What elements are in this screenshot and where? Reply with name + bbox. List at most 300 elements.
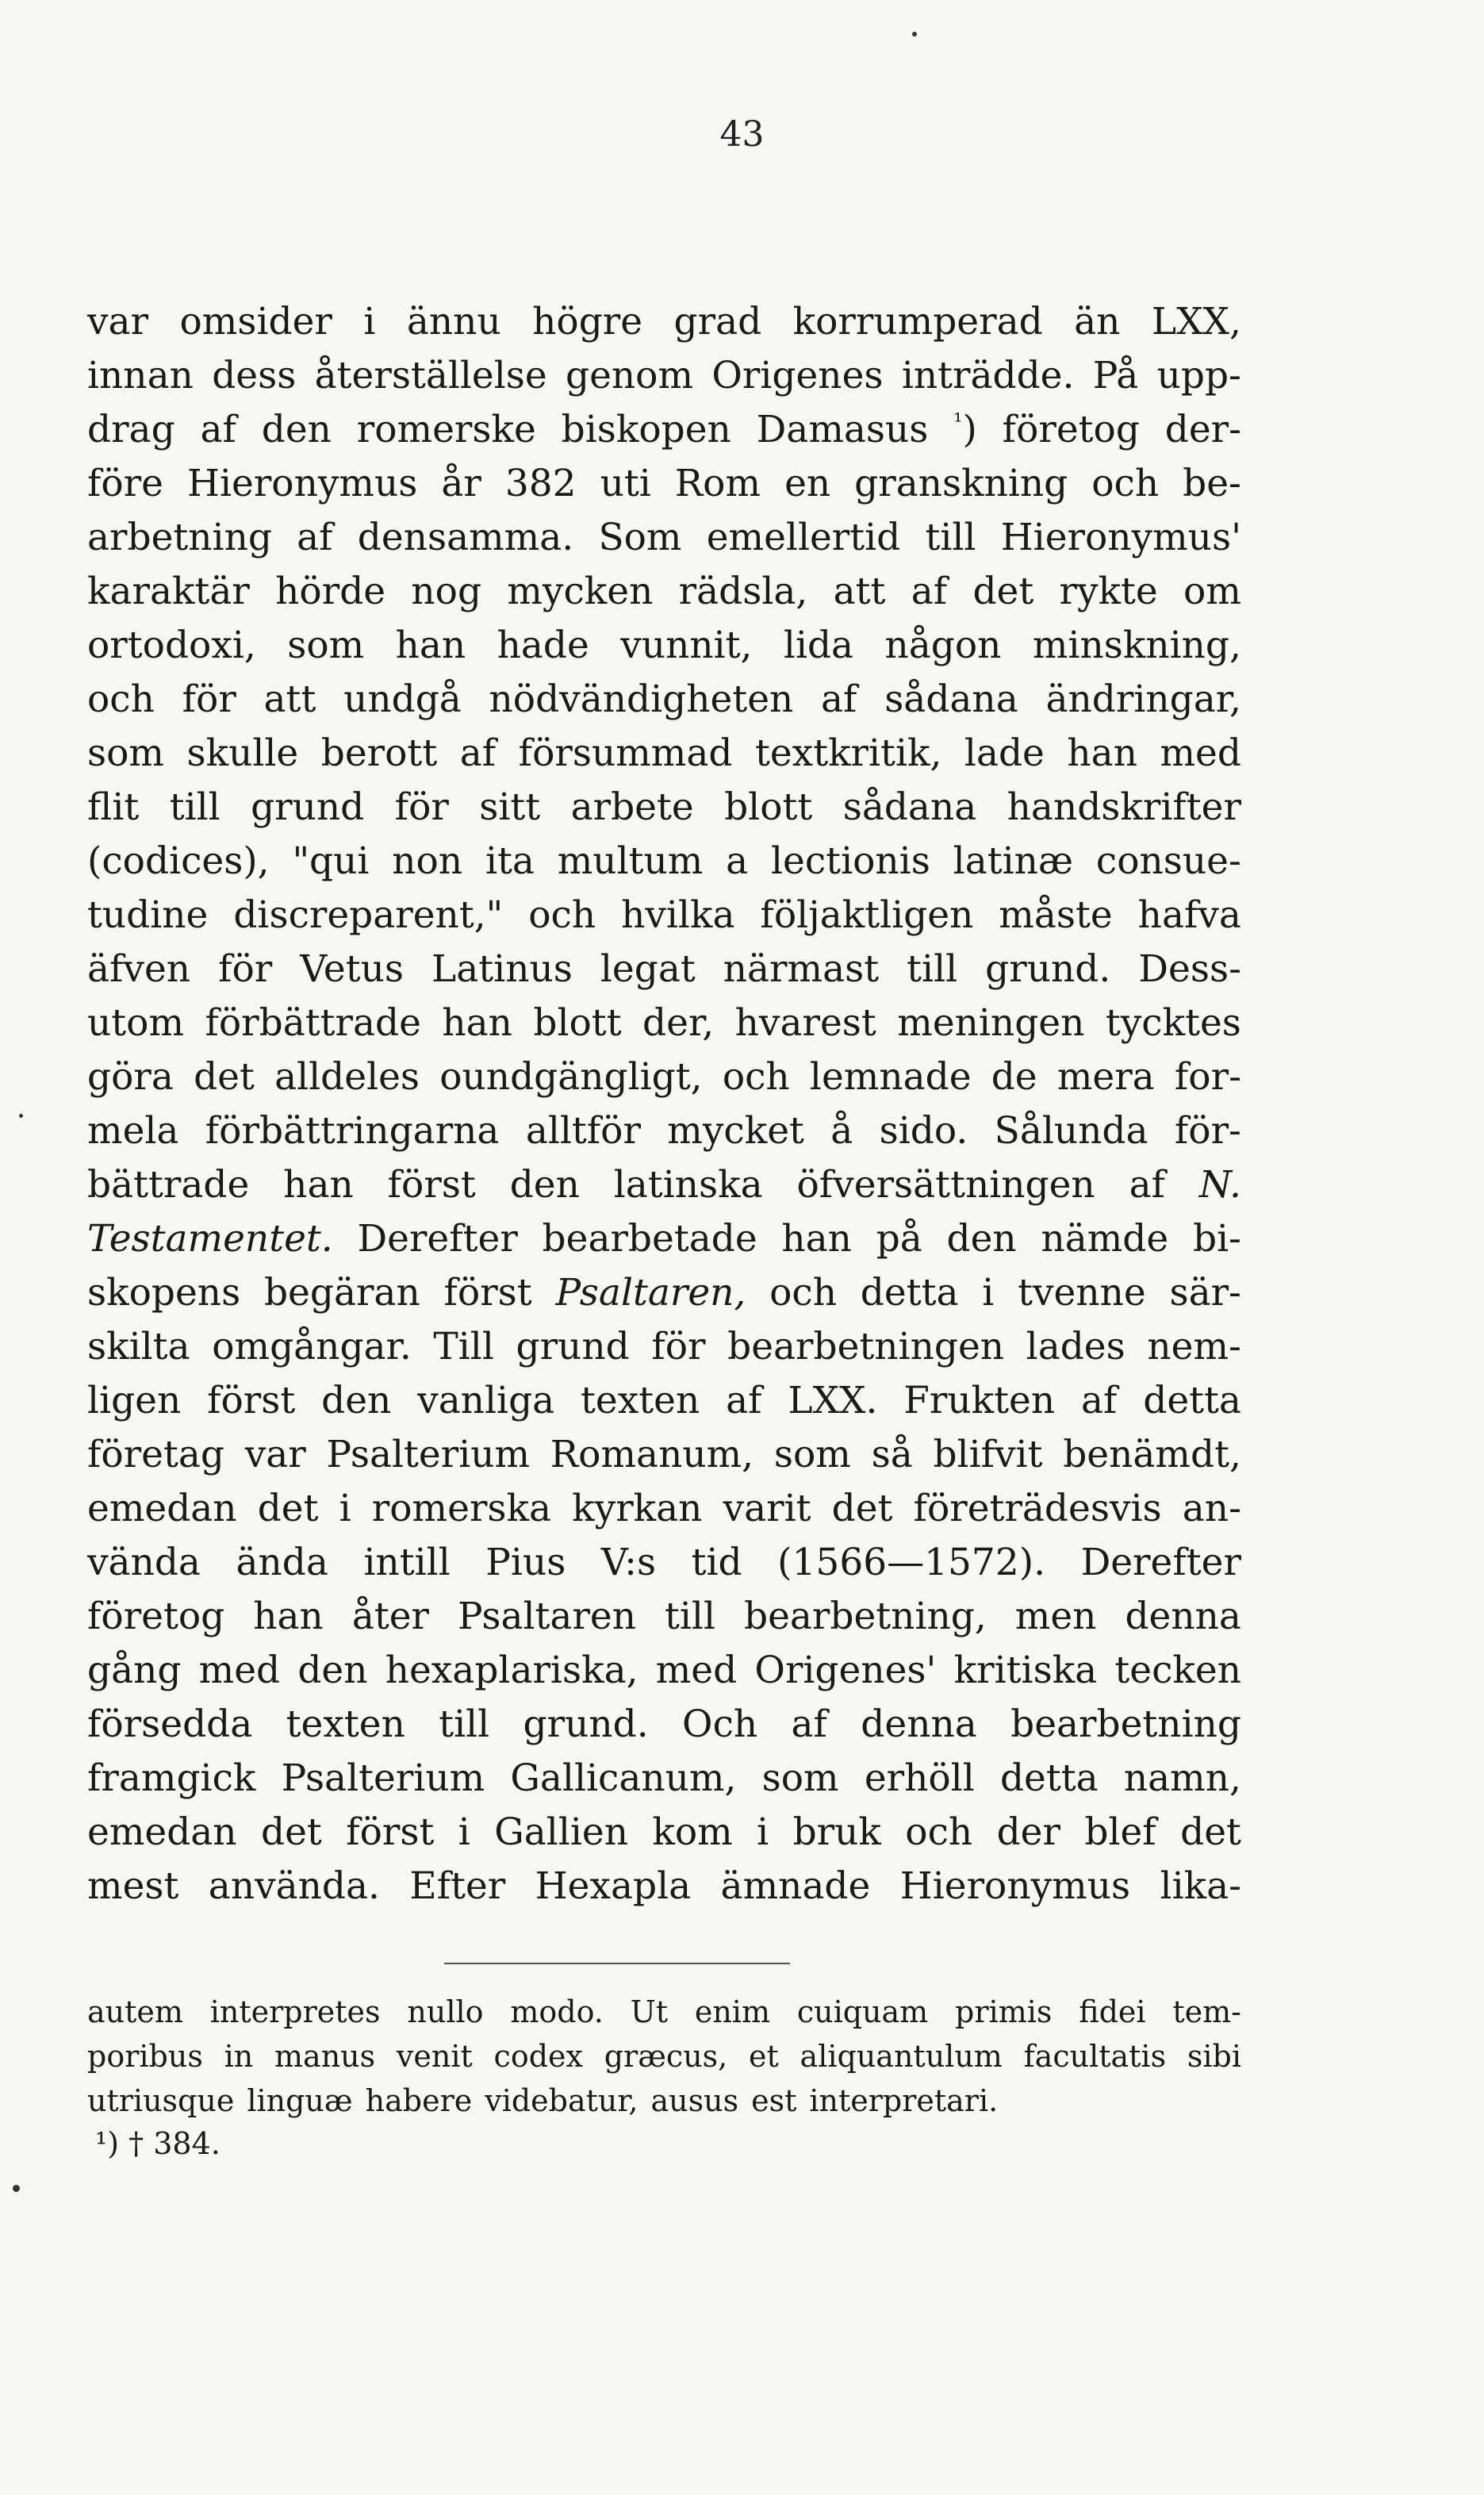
- body-text-word: kritiska: [953, 1649, 1098, 1692]
- body-text-word: karaktär: [87, 570, 250, 613]
- body-text-word: Gallien: [494, 1810, 628, 1854]
- body-text-word: tid: [691, 1541, 742, 1584]
- footnote-text-line: [87, 2079, 1241, 2123]
- body-text-word: upp-: [1156, 354, 1241, 397]
- body-text-word: för: [651, 1325, 706, 1368]
- body-text-word: ita: [485, 839, 535, 883]
- body-text-word: använda.: [208, 1864, 380, 1908]
- body-text-word: romerske: [356, 408, 536, 451]
- body-text-word: ändringar,: [1045, 677, 1241, 721]
- body-text-line: [87, 781, 1241, 835]
- body-text-word: der-: [1164, 408, 1241, 451]
- body-text-word: latinska: [613, 1163, 763, 1207]
- body-text-word: textkritik,: [754, 731, 942, 775]
- body-text-word: den: [297, 1649, 368, 1692]
- body-text-word: blef: [1084, 1810, 1156, 1854]
- body-text-word: bruk: [792, 1810, 881, 1854]
- body-text-word: Testamentet.: [87, 1217, 333, 1261]
- footnote-text-word: autem: [87, 1994, 183, 2029]
- body-text-line: [87, 1698, 1241, 1752]
- body-text-word: återställelse: [314, 354, 547, 397]
- body-text-word: ligen: [87, 1379, 182, 1422]
- body-text-word: meningen: [897, 1001, 1085, 1045]
- body-text-word: emellertid: [706, 516, 901, 559]
- body-text-word: intill: [363, 1541, 451, 1584]
- body-text-line: [87, 619, 1241, 673]
- footnote-text-word: Ut: [630, 1994, 668, 2029]
- body-text-word: uti: [600, 462, 651, 505]
- body-text-word: Gallicanum,: [510, 1756, 737, 1800]
- body-text-word: multum: [557, 839, 704, 883]
- body-text-word: detta: [1143, 1379, 1241, 1422]
- print-speck: [19, 1114, 23, 1118]
- body-text-word: ortodoxi,: [87, 624, 256, 667]
- body-text-word: vända: [87, 1541, 201, 1584]
- body-text-word: Rom: [674, 462, 761, 505]
- body-text-word: lida: [783, 624, 854, 667]
- body-text-word: till: [665, 1595, 715, 1638]
- body-text-word: till: [907, 947, 958, 991]
- body-text-word: rädsla,: [678, 570, 808, 613]
- body-text-word: bi-: [1192, 1217, 1241, 1261]
- footnote-text-word: græcus,: [604, 2039, 728, 2074]
- main-text-block: [87, 295, 1241, 1913]
- body-text-word: arbete: [570, 785, 694, 829]
- footnote-text-word: aliquantulum: [800, 2039, 1003, 2074]
- body-text-word: på: [876, 1217, 922, 1261]
- body-text-line: [87, 996, 1241, 1050]
- body-text-line: [87, 295, 1241, 349]
- footnote-text-word: codex: [493, 2039, 583, 2074]
- print-speck: [912, 32, 917, 36]
- body-text-word: försummad: [518, 731, 733, 775]
- body-text-word: åter: [351, 1595, 430, 1638]
- body-text-word: detta: [999, 1756, 1099, 1800]
- body-text-word: bearbetning: [1010, 1702, 1241, 1746]
- body-text-word: skilta: [87, 1325, 190, 1368]
- body-text-word: consue-: [1095, 839, 1241, 883]
- body-text-word: 382: [504, 462, 577, 505]
- footnote-text-word: interpretes: [209, 1994, 381, 2029]
- body-text-word: vunnit,: [620, 624, 753, 667]
- body-text-word: för: [218, 947, 273, 991]
- body-text-word: LXX,: [1151, 300, 1241, 344]
- body-text-word: omgångar.: [212, 1325, 412, 1368]
- body-text-word: "qui: [292, 839, 370, 883]
- body-text-word: men: [1014, 1595, 1097, 1638]
- body-text-word: Och: [682, 1702, 758, 1746]
- body-text-word: (1566—1572).: [777, 1541, 1046, 1584]
- body-text-word: att: [263, 677, 316, 721]
- body-text-word: ännu: [406, 300, 501, 344]
- body-text-word: Origenes: [711, 354, 884, 397]
- body-text-word: bearbetning,: [744, 1595, 987, 1638]
- footnote-text-word: sibi: [1187, 2039, 1241, 2074]
- body-text-word: blifvit: [933, 1433, 1043, 1476]
- body-text-word: år: [441, 462, 481, 505]
- body-text-line: [87, 889, 1241, 942]
- footnote-text-word: tem-: [1172, 1994, 1241, 2029]
- body-text-word: hvilka: [621, 893, 735, 937]
- body-text-word: af: [297, 516, 333, 559]
- body-text-word: han: [253, 1595, 324, 1638]
- body-text-word: följaktligen: [760, 893, 974, 937]
- body-text-word: grund: [516, 1325, 630, 1368]
- footnote-reference: ¹) † 384.: [95, 2126, 220, 2161]
- body-text-word: emedan: [87, 1487, 237, 1530]
- body-text-word: grund.: [985, 947, 1111, 991]
- body-text-word: alltför: [525, 1109, 641, 1153]
- body-text-word: i: [363, 300, 376, 344]
- body-text-word: for-: [1174, 1055, 1241, 1099]
- body-text-word: non: [392, 839, 463, 883]
- body-text-word: han: [442, 1001, 512, 1045]
- body-text-word: af: [200, 408, 236, 451]
- body-text-word: genom: [566, 354, 694, 397]
- footnote-text-word: primis: [955, 1994, 1053, 2029]
- body-text-word: han: [283, 1163, 354, 1207]
- body-text-line: [87, 835, 1241, 889]
- body-text-word: Damasus: [756, 408, 929, 451]
- footnote-text-word: utriusque: [87, 2083, 235, 2118]
- footnote-text-word: habere: [365, 2083, 473, 2118]
- footnote-text-word: nullo: [407, 1994, 484, 2029]
- body-text-word: bearbetade: [542, 1217, 757, 1261]
- body-text-word: med: [655, 1649, 738, 1692]
- body-text-word: bättrade: [87, 1163, 250, 1207]
- body-text-word: han: [781, 1217, 852, 1261]
- body-text-word: lectionis: [771, 839, 930, 883]
- body-text-word: densamma.: [357, 516, 574, 559]
- body-text-word: i: [339, 1487, 351, 1530]
- body-text-word: skopens: [87, 1271, 241, 1315]
- footnote-text-word: ausus: [650, 2083, 739, 2118]
- body-text-word: minskning,: [1032, 624, 1241, 667]
- body-text-line: [87, 349, 1241, 403]
- footnote-text-word: venit: [396, 2039, 473, 2074]
- body-text-word: omsider: [179, 300, 332, 344]
- body-text-word: af: [1129, 1163, 1166, 1207]
- body-text-word: undgå: [343, 677, 462, 721]
- body-text-word: nem-: [1147, 1325, 1241, 1368]
- body-text-word: kom: [652, 1810, 733, 1854]
- body-text-word: varit: [723, 1487, 811, 1530]
- body-text-word: nämde: [1041, 1217, 1169, 1261]
- body-text-word: Psalterium: [281, 1756, 485, 1800]
- body-text-word: Hexapla: [535, 1864, 692, 1908]
- body-text-word: nödvändigheten: [489, 677, 794, 721]
- body-text-word: den: [509, 1163, 580, 1207]
- body-text-line: [87, 942, 1241, 996]
- body-text-word: mycket: [667, 1109, 804, 1153]
- body-text-word: förbättringarna: [205, 1109, 500, 1153]
- body-text-word: mest: [87, 1864, 179, 1908]
- footnote-text-line: [87, 2034, 1241, 2079]
- body-text-word: N.: [1198, 1163, 1241, 1207]
- body-text-line: [87, 1212, 1241, 1266]
- body-text-word: lades: [1026, 1325, 1125, 1368]
- body-text-word: ämnade: [720, 1864, 871, 1908]
- body-text-word: a: [726, 839, 749, 883]
- body-text-word: Hieronymus: [186, 462, 418, 505]
- body-text-word: Pius: [485, 1541, 566, 1584]
- body-text-word: bearbetningen: [727, 1325, 1005, 1368]
- body-text-line: [87, 1644, 1241, 1698]
- footnote-text-word: modo.: [510, 1994, 604, 2029]
- body-text-word: Romanum,: [550, 1433, 754, 1476]
- body-text-word: der,: [642, 1001, 715, 1045]
- body-text-word: som: [773, 1433, 851, 1476]
- body-text-line: [87, 1104, 1241, 1158]
- body-text-word: göra: [87, 1055, 174, 1099]
- body-text-word: arbetning: [87, 516, 272, 559]
- body-text-word: af: [459, 731, 497, 775]
- footnote-text-word: in: [224, 2039, 254, 2074]
- body-text-line: [87, 1860, 1241, 1913]
- body-text-word: det: [194, 1055, 255, 1099]
- body-text-word: till: [169, 785, 220, 829]
- body-text-word: var: [87, 300, 149, 344]
- body-text-line: [87, 1482, 1241, 1536]
- body-text-word: namn,: [1123, 1756, 1241, 1800]
- body-text-word: an-: [1182, 1487, 1241, 1530]
- body-text-line: [87, 1752, 1241, 1806]
- body-text-word: som: [87, 731, 164, 775]
- body-text-word: Hieronymus: [899, 1864, 1131, 1908]
- body-text-word: Psaltaren,: [555, 1271, 746, 1315]
- body-text-word: om: [1183, 570, 1241, 613]
- body-text-word: den: [321, 1379, 392, 1422]
- body-text-word: och: [528, 893, 596, 937]
- body-text-word: lika-: [1160, 1864, 1241, 1908]
- body-text-word: Vetus: [300, 947, 405, 991]
- body-text-word: i: [982, 1271, 995, 1315]
- body-text-word: Till: [433, 1325, 494, 1368]
- body-text-word: innan: [87, 354, 194, 397]
- body-text-word: sitt: [479, 785, 541, 829]
- body-text-word: var: [244, 1433, 306, 1476]
- footnote-text-word: manus: [274, 2039, 376, 2074]
- body-text-word: den: [946, 1217, 1017, 1261]
- footnote-block: [87, 1990, 1241, 2123]
- body-text-line: [87, 1428, 1241, 1482]
- footnote-text-word: linguæ: [247, 2083, 353, 2118]
- body-text-word: grund.: [523, 1702, 649, 1746]
- body-text-word: LXX.: [788, 1379, 878, 1422]
- body-text-word: På: [1092, 354, 1139, 397]
- body-text-word: och: [905, 1810, 973, 1854]
- body-text-word: först: [387, 1163, 476, 1207]
- body-text-word: lemnade: [809, 1055, 972, 1099]
- body-text-word: Efter: [409, 1864, 506, 1908]
- body-text-word: äfven: [87, 947, 191, 991]
- body-text-word: högre: [532, 300, 643, 344]
- body-text-word: och: [769, 1271, 838, 1315]
- print-speck: [13, 2185, 20, 2192]
- body-text-word: vanliga: [417, 1379, 555, 1422]
- body-text-word: hvarest: [734, 1001, 876, 1045]
- body-text-word: och: [87, 677, 155, 721]
- body-text-word: benämdt,: [1063, 1433, 1241, 1476]
- body-text-word: blott: [724, 785, 813, 829]
- body-text-word: det: [831, 1487, 893, 1530]
- body-text-line: [87, 1050, 1241, 1104]
- body-text-line: [87, 1320, 1241, 1374]
- body-text-word: skulle: [186, 731, 299, 775]
- body-text-word: och: [1091, 462, 1160, 505]
- body-text-word: företog: [87, 1595, 225, 1638]
- body-text-word: de: [991, 1055, 1037, 1099]
- body-text-word: af: [726, 1379, 762, 1422]
- body-text-word: legat: [600, 947, 696, 991]
- body-text-word: gång: [87, 1649, 182, 1692]
- body-text-word: rykte: [1059, 570, 1158, 613]
- body-text-word: af: [821, 677, 857, 721]
- body-text-word: granskning: [854, 462, 1068, 505]
- body-text-word: tudine: [87, 893, 209, 937]
- body-text-word: han: [395, 624, 466, 667]
- footnote-text-line: [87, 1990, 1241, 2034]
- body-text-word: tecken: [1114, 1649, 1241, 1692]
- body-text-word: V:s: [600, 1541, 657, 1584]
- footnote-text-word: fidei: [1079, 1994, 1146, 2029]
- body-text-word: dess: [212, 354, 297, 397]
- body-text-word: framgick: [87, 1756, 256, 1800]
- body-text-word: erhöll: [864, 1756, 975, 1800]
- body-text-line: [87, 673, 1241, 727]
- body-text-word: till: [439, 1702, 490, 1746]
- body-text-line: [87, 403, 1241, 457]
- body-text-word: först: [346, 1810, 435, 1854]
- body-text-word: lade: [964, 731, 1045, 775]
- body-text-word: be-: [1183, 462, 1241, 505]
- body-text-word: drag: [87, 408, 175, 451]
- body-text-word: detta: [860, 1271, 959, 1315]
- body-text-line: [87, 1158, 1241, 1212]
- body-text-word: Latinus: [431, 947, 573, 991]
- body-text-word: hade: [497, 624, 589, 667]
- body-text-word: hörde: [275, 570, 386, 613]
- body-text-word: der: [996, 1810, 1060, 1854]
- body-text-word: Psalterium: [326, 1433, 531, 1476]
- body-text-word: berott: [320, 731, 438, 775]
- body-text-word: biskopen: [561, 408, 731, 451]
- body-text-word: förbättrade: [205, 1001, 421, 1045]
- body-text-word: af: [911, 570, 948, 613]
- body-text-word: Hieronymus': [1000, 516, 1241, 559]
- body-text-word: den: [261, 408, 332, 451]
- body-text-word: latinæ: [953, 839, 1074, 883]
- body-text-word: (codices),: [87, 839, 270, 883]
- body-text-word: texten: [286, 1702, 405, 1746]
- body-text-word: blott: [533, 1001, 622, 1045]
- body-text-word: emedan: [87, 1810, 237, 1854]
- body-text-word: $^{^1}$): [953, 408, 977, 451]
- body-text-word: tvenne: [1018, 1271, 1146, 1315]
- body-text-line: [87, 1806, 1241, 1860]
- body-text-word: öfversättningen: [796, 1163, 1095, 1207]
- body-text-word: för-: [1174, 1109, 1241, 1153]
- body-text-word: Origenes': [754, 1649, 937, 1692]
- body-text-word: Psaltaren: [458, 1595, 637, 1638]
- body-text-word: utom: [87, 1001, 185, 1045]
- body-text-line: [87, 1536, 1241, 1590]
- body-text-word: så: [871, 1433, 913, 1476]
- footnote-rule: [444, 1963, 790, 1964]
- body-text-word: tycktes: [1105, 1001, 1241, 1045]
- body-text-word: discreparent,": [233, 893, 504, 937]
- body-text-word: närmast: [723, 947, 880, 991]
- body-text-word: i: [458, 1810, 470, 1854]
- body-text-word: det: [972, 570, 1034, 613]
- body-text-word: för: [394, 785, 449, 829]
- body-text-word: grad: [673, 300, 762, 344]
- body-text-word: en: [784, 462, 831, 505]
- body-text-word: handskrifter: [1007, 785, 1241, 829]
- body-text-line: [87, 1590, 1241, 1644]
- body-text-word: måste: [999, 893, 1113, 937]
- body-text-word: Som: [598, 516, 682, 559]
- body-text-word: först: [207, 1379, 296, 1422]
- body-text-word: sär-: [1169, 1271, 1241, 1315]
- body-text-word: mycken: [507, 570, 654, 613]
- body-text-word: korrumperad: [792, 300, 1043, 344]
- body-text-word: det: [257, 1487, 319, 1530]
- body-text-word: sådana: [842, 785, 977, 829]
- body-text-word: någon: [884, 624, 1002, 667]
- body-text-word: som: [761, 1756, 839, 1800]
- page-number: 43: [719, 114, 765, 155]
- footnote-text-word: videbatur,: [485, 2083, 638, 2118]
- footnote-text-word: est: [751, 2083, 797, 2118]
- body-text-line: [87, 1374, 1241, 1428]
- body-text-word: före: [87, 462, 163, 505]
- body-text-word: mera: [1056, 1055, 1155, 1099]
- body-text-word: Derefter: [1080, 1541, 1241, 1584]
- body-text-word: inträdde.: [901, 354, 1075, 397]
- body-text-word: grund: [251, 785, 365, 829]
- footnote-text-word: facultatis: [1023, 2039, 1167, 2074]
- footnote-text-word: interpretari.: [809, 2083, 999, 2118]
- body-text-word: Sålunda: [994, 1109, 1148, 1153]
- body-text-word: han: [1067, 731, 1137, 775]
- body-text-word: af: [1080, 1379, 1118, 1422]
- footnote-text-word: et: [749, 2039, 779, 2074]
- body-text-line: [87, 511, 1241, 565]
- footnote-text-word: cuiquam: [796, 1994, 929, 2029]
- body-text-word: Frukten: [903, 1379, 1056, 1422]
- body-text-word: för: [182, 677, 236, 721]
- footnote-text-word: enim: [694, 1994, 770, 2029]
- body-text-word: försedda: [87, 1702, 253, 1746]
- body-text-word: att: [833, 570, 886, 613]
- body-text-word: hafva: [1137, 893, 1241, 937]
- body-text-word: ända: [236, 1541, 328, 1584]
- body-text-word: alldeles: [274, 1055, 420, 1099]
- body-text-word: Derefter: [357, 1217, 518, 1261]
- body-text-word: med: [1160, 731, 1241, 775]
- body-text-word: till: [925, 516, 976, 559]
- body-text-word: flit: [87, 785, 140, 829]
- body-text-word: med: [198, 1649, 281, 1692]
- body-text-word: företag: [87, 1433, 224, 1476]
- body-text-word: kyrkan: [572, 1487, 703, 1530]
- body-text-line: [87, 727, 1241, 781]
- body-text-word: företog: [1002, 408, 1140, 451]
- body-text-word: sådana: [884, 677, 1018, 721]
- body-text-word: mela: [87, 1109, 179, 1153]
- body-text-word: sido.: [879, 1109, 968, 1153]
